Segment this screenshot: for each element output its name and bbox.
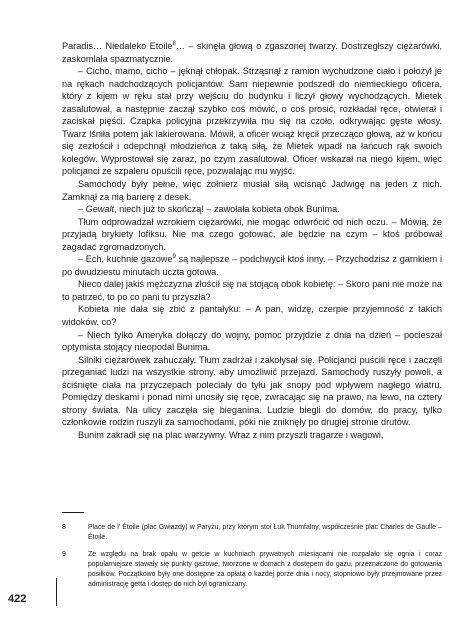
footnote-number: 8 (62, 524, 66, 531)
paragraph: – Cicho, mamo, cicho – jęknął chłopak. Strząsnął z ramion wychudzone ciało i położył je na rękach nadchodzących policjantów. Sam niepewnie podszedł do niemieckiego oficera, który z kijem w ręku stał przy wejściu do budynku i liczył głowy wychodzących. Mietek zasalutował, a następnie zaczął szybko coś mówić, o coś prosić, rozkładał ręce, otwierał i zaciskał pięści. Czapka policyjna przekrzywiła mu się na czoło, odkrywając gęste włosy. Twarz lśniła potem jak lakierowana. Mówił, a oficer wciąż kręcił przecząco głową, aż w końcu się zezłościł i odepchnął młodzieńca z taką siłą, że Mietek wpadł na łańcuch rąk swoich kolegów. Wyprostował się zaraz, po czym zasalutował. Oficer wskazał na niego kijem, więc policjanci ze szpaleru opuścili ręce, pozwalając mu wyjść. (62, 66, 442, 177)
paragraph: Tłum odprowadzał wzrokiem ciężarówki, nie mogąc odwrócić od nich oczu. – Mówią, że przyjadą brykiety lofiksu. Nie ma czego gotować, ale będzie na czym – ktoś próbował zagadać zgromadzonych. (62, 216, 442, 252)
footnote-ref[interactable]: 9 (172, 254, 176, 261)
footnote (62, 550, 442, 590)
page-number: 422 (8, 593, 27, 605)
paragraph: – Niech tylko Ameryka dołączy do wojny, pomoc przyjdzie z dnia na dzień – pocieszał optymista stojący nieopodal Bunima. (62, 329, 442, 353)
paragraph: Kobieta nie dała się zbić z pantałyku: – A pan, widzę, czerpie przyjemność z takich widoków, co? (62, 304, 442, 328)
footnotes (62, 523, 442, 597)
italic-word: Gewalt (85, 204, 115, 215)
paragraph: Silniki ciężarówek zahuczały. Tłum zadrżał i zakołysał się. Policjanci puścili ręce i zaczęli przeganiać ludzi na wszystkie strony, aby umożliwić przejazd. Samochody ruszyły powoli, a ściśnięte ciała na przyczepach poleciały do tyłu jak snopy pod wpływem nagłego wiatru. Pomiędzy deskami i ponad nimi unosiły się ręce, zwracając się na prawo, na lewo, na cztery strony świata. Na ulicy zaczęła się bieganina. Ludzie biegli do domów, do pracy, tylko członkowie rodzin ruszyli za samochodami, póki nie zniknęły po drugiej stronie drutów. (62, 354, 442, 428)
paragraph: Samochody były pełne, więc żołnierz musiał siłą wcisnąć Jadwigę na jeden z nich. Zamknął za nią barierę z desek. (62, 179, 442, 202)
page-number-bar (56, 578, 57, 606)
footnote-number: 9 (62, 551, 66, 558)
paragraph (62, 40, 442, 65)
paragraph (62, 253, 442, 278)
footnote-text: Place de l’ Étoile (plac Gwiazdy) w Paryżu, przy którym stoi Łuk Triumfalny, współcześnie plac Charles de Gaulle – Étoile. (88, 524, 442, 541)
paragraph: Nieco dalej jakiś mężczyzna złościł się na stojącą obok kobietę: – Skoro pani nie może na to patrzeć, to po co pani tu przyszła? (62, 279, 442, 302)
text-run: są najlepsze – podchwycił ktoś inny. – Przychodzisz z garnkiem i po dwudziestu minutach ucztа gotowa. (62, 254, 443, 277)
main-text (62, 40, 442, 442)
paragraph (62, 203, 442, 216)
paragraph: Bunim zakradł się na plac warzywny. Wraz z nim przyszli tragarze i wagowi, (78, 429, 384, 440)
footnote-text: Ze względu na brak opału w getcie w kuchniach prywatnych miesiącami nie rozpalało się ognia i coraz popularniejsze stawały się punkty gazowe, tworzone w domach z dostępem do gazu, przeznaczone do gotowania posiłków. Początkowo były one dostępne za opłatą o każdej porze dnia i nocy, stopniowo były przejmowane przez administrację getta i dostęp do nich był ograniczany. (88, 551, 442, 588)
text-run: – Ech, kuchnie gazowe (78, 254, 173, 265)
text-run: Paradis… Niedaleko Etoile (62, 41, 173, 51)
text-run: – (78, 204, 86, 215)
text-run: , niech już to skończą! – zawołała kobieta obok Bunima. (114, 204, 340, 215)
text-run: … – skinęła głową o zgaszonej twarzy. Dostrzegłszy ciężarówki, zaskomlała spazmatycznie. (62, 41, 442, 64)
footnote-divider (62, 512, 84, 513)
footnote (62, 523, 442, 543)
footnote-ref[interactable]: 8 (172, 40, 176, 47)
